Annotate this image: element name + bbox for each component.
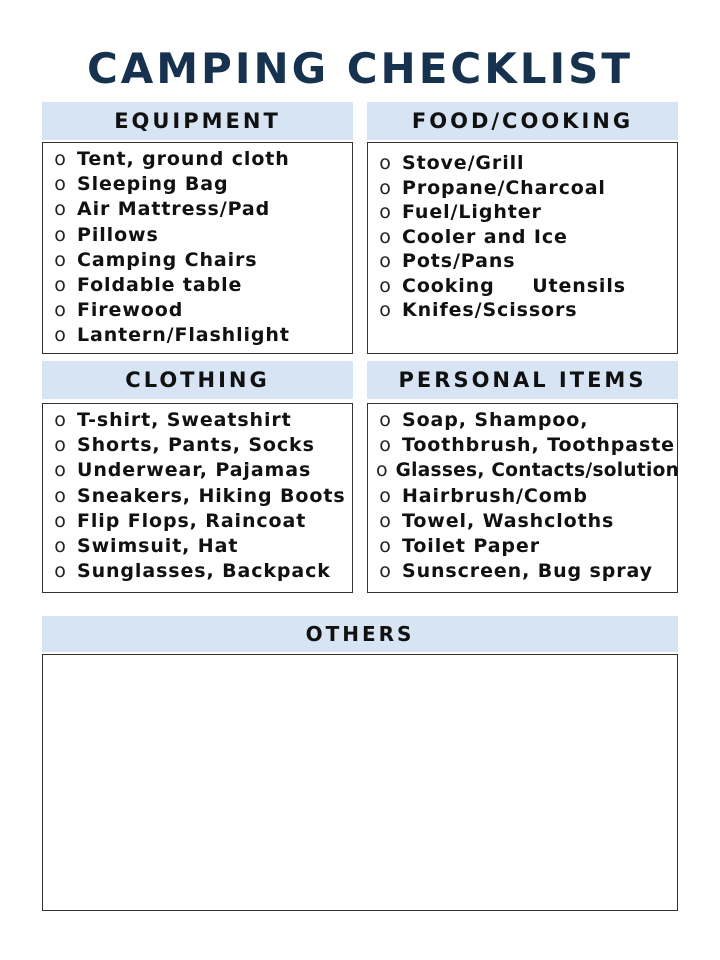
- item-label: T-shirt, Sweatshirt: [77, 409, 292, 431]
- item-label: Sunscreen, Bug spray: [402, 560, 653, 583]
- checkbox-circle-icon[interactable]: o: [379, 250, 391, 272]
- food-cooking-list-box: [367, 142, 678, 354]
- clothing-list-box: [42, 403, 353, 593]
- checkbox-circle-icon[interactable]: o: [54, 484, 66, 507]
- list-item[interactable]: [51, 560, 352, 585]
- item-label: Propane/Charcoal: [402, 176, 606, 199]
- item-label: Air Mattress/Pad: [77, 198, 271, 221]
- list-item[interactable]: [51, 510, 352, 535]
- checkbox-circle-icon[interactable]: o: [379, 409, 391, 431]
- equipment-list: [43, 143, 352, 350]
- item-label: Shorts, Pants, Socks: [77, 434, 315, 457]
- checkbox-circle-icon[interactable]: o: [379, 434, 391, 457]
- item-label: Hairbrush/Comb: [402, 484, 588, 507]
- list-item[interactable]: [376, 510, 677, 535]
- list-item[interactable]: [376, 299, 677, 324]
- list-item[interactable]: [51, 148, 352, 173]
- item-label: Stove/Grill: [402, 152, 525, 174]
- food-cooking-header: FOOD/COOKING: [367, 102, 678, 140]
- checkbox-circle-icon[interactable]: o: [54, 173, 66, 196]
- item-label: Sunglasses, Backpack: [77, 560, 331, 583]
- checkbox-circle-icon[interactable]: o: [379, 509, 391, 532]
- equipment-header: EQUIPMENT: [42, 102, 353, 140]
- food-cooking-list: [368, 143, 677, 324]
- checkbox-circle-icon[interactable]: o: [376, 459, 388, 482]
- checkbox-circle-icon[interactable]: o: [54, 534, 66, 557]
- others-header: OTHERS: [42, 616, 678, 652]
- item-label: Flip Flops, Raincoat: [77, 509, 307, 532]
- checkbox-circle-icon[interactable]: o: [379, 201, 391, 223]
- list-item[interactable]: [376, 459, 680, 484]
- checkbox-circle-icon[interactable]: o: [379, 299, 391, 321]
- checkbox-circle-icon[interactable]: o: [379, 176, 391, 199]
- list-item[interactable]: [376, 201, 677, 226]
- item-label: Pots/Pans: [402, 250, 516, 272]
- list-item[interactable]: [51, 274, 352, 299]
- item-label: Lantern/Flashlight: [77, 324, 290, 347]
- list-item[interactable]: [51, 173, 352, 198]
- checkbox-circle-icon[interactable]: o: [379, 274, 391, 297]
- item-label: Tent, ground cloth: [77, 148, 290, 170]
- item-label: Toilet Paper: [402, 534, 540, 557]
- list-item[interactable]: [51, 249, 352, 274]
- checkbox-circle-icon[interactable]: o: [379, 560, 391, 583]
- list-item[interactable]: [51, 434, 352, 459]
- checkbox-circle-icon[interactable]: o: [54, 434, 66, 457]
- list-item[interactable]: [51, 459, 352, 484]
- checkbox-circle-icon[interactable]: o: [54, 560, 66, 583]
- checkbox-circle-icon[interactable]: o: [54, 198, 66, 221]
- list-item[interactable]: [376, 177, 677, 202]
- item-label: Sleeping Bag: [77, 173, 229, 196]
- item-label: Swimsuit, Hat: [77, 534, 239, 557]
- personal-items-header: PERSONAL ITEMS: [367, 361, 678, 399]
- item-label: Cooking Utensils: [402, 274, 626, 297]
- list-item[interactable]: [376, 275, 677, 300]
- list-item[interactable]: [376, 152, 677, 177]
- item-label: Pillows: [77, 223, 159, 246]
- list-item[interactable]: [51, 224, 352, 249]
- list-item[interactable]: [376, 535, 677, 560]
- checkbox-circle-icon[interactable]: o: [379, 152, 391, 174]
- list-item[interactable]: [51, 535, 352, 560]
- checkbox-circle-icon[interactable]: o: [54, 148, 66, 170]
- checkbox-circle-icon[interactable]: o: [54, 299, 66, 322]
- list-item[interactable]: [376, 409, 677, 434]
- item-label: Fuel/Lighter: [402, 201, 542, 223]
- checkbox-circle-icon[interactable]: o: [54, 223, 66, 246]
- list-item[interactable]: [376, 226, 677, 251]
- list-item[interactable]: [51, 324, 352, 349]
- checkbox-circle-icon[interactable]: o: [379, 225, 391, 248]
- item-label: Cooler and Ice: [402, 225, 568, 248]
- item-label: Underwear, Pajamas: [77, 459, 312, 482]
- personal-items-list-box: [367, 403, 678, 593]
- item-label: Foldable table: [77, 273, 243, 296]
- equipment-list-box: [42, 142, 353, 354]
- item-label: Camping Chairs: [77, 248, 258, 271]
- list-item[interactable]: [376, 560, 677, 585]
- item-label: Glasses, Contacts/solution: [395, 460, 680, 482]
- checkbox-circle-icon[interactable]: o: [54, 509, 66, 532]
- item-label: Sneakers, Hiking Boots: [77, 484, 346, 507]
- list-item[interactable]: [51, 409, 352, 434]
- item-label: Soap, Shampoo,: [402, 409, 589, 431]
- list-item[interactable]: [376, 485, 677, 510]
- list-item[interactable]: [376, 434, 677, 459]
- personal-items-list: [368, 404, 680, 585]
- checkbox-circle-icon[interactable]: o: [379, 484, 391, 507]
- item-label: Knifes/Scissors: [402, 299, 578, 321]
- item-label: Firewood: [77, 299, 184, 322]
- item-label: Towel, Washcloths: [402, 509, 615, 532]
- clothing-header: CLOTHING: [42, 361, 353, 399]
- checkbox-circle-icon[interactable]: o: [54, 459, 66, 482]
- list-item[interactable]: [51, 299, 352, 324]
- list-item[interactable]: [51, 485, 352, 510]
- checkbox-circle-icon[interactable]: o: [54, 409, 66, 431]
- checkbox-circle-icon[interactable]: o: [379, 534, 391, 557]
- page-title: CAMPING CHECKLIST: [86, 44, 634, 93]
- clothing-list: [43, 404, 352, 585]
- item-label: Toothbrush, Toothpaste: [402, 434, 675, 457]
- checkbox-circle-icon[interactable]: o: [54, 273, 66, 296]
- list-item[interactable]: [51, 198, 352, 223]
- checkbox-circle-icon[interactable]: o: [54, 324, 66, 347]
- checkbox-circle-icon[interactable]: o: [54, 248, 66, 271]
- list-item[interactable]: [376, 250, 677, 275]
- others-notes-area[interactable]: [42, 654, 678, 911]
